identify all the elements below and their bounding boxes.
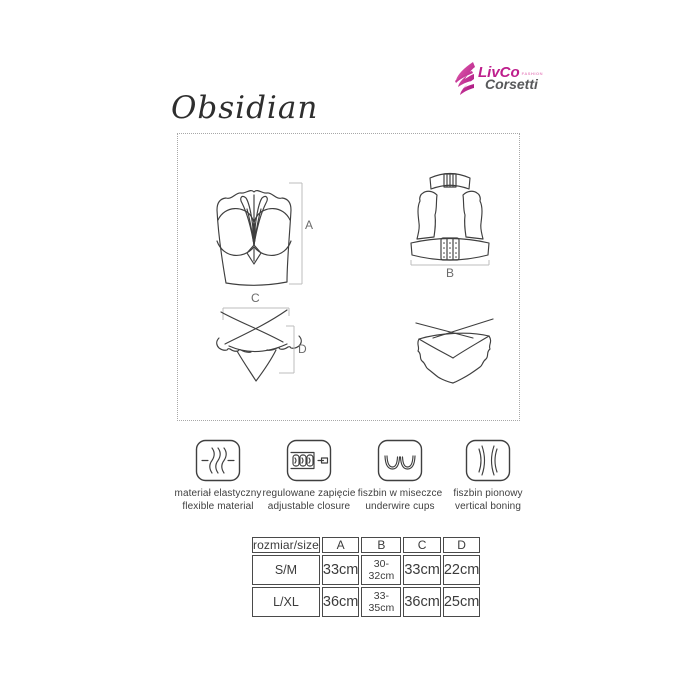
- feature-label-en: adjustable closure: [267, 500, 351, 512]
- top-front-diagram: [201, 165, 316, 290]
- top-back-diagram: [399, 165, 501, 279]
- brand-corsetti: Corsetti: [485, 76, 538, 92]
- measure-c-label: C: [251, 292, 260, 305]
- sm-d: 22cm: [443, 555, 480, 585]
- feature-label-pl: fiszbin pionowy: [453, 488, 523, 499]
- feature-label-en: vertical boning: [455, 500, 521, 512]
- brand-livco: LivCo: [478, 64, 520, 81]
- adjustable-closure-icon: [286, 439, 332, 482]
- lxl-c: 36cm: [403, 587, 440, 617]
- features-row: [0, 439, 700, 529]
- brand-fashion: FASHION: [521, 71, 543, 76]
- header-d: D: [443, 537, 480, 553]
- size-table: [250, 535, 482, 619]
- feature-label-en: flexible material: [182, 500, 254, 512]
- measure-a-label: A: [305, 218, 314, 232]
- flexible-material-icon: [195, 439, 241, 482]
- feature-label-pl: regulowane zapięcie: [262, 488, 356, 499]
- diagram-panel: [177, 133, 520, 421]
- header-rozmiar-size: rozmiar/size: [253, 538, 319, 552]
- lxl-b: 33-35cm: [361, 587, 401, 617]
- header-a: A: [322, 537, 359, 553]
- brand-swoosh-icon: [452, 60, 476, 98]
- feature-label-en: underwire cups: [365, 500, 435, 512]
- table-row: [252, 555, 480, 585]
- bottom-front-diagram: [209, 292, 309, 388]
- size-lxl: L/XL: [252, 587, 320, 617]
- measure-d-label: D: [298, 342, 307, 356]
- feature-vertical-boning: [429, 439, 547, 513]
- feature-label-pl: materiał elastyczny: [174, 488, 262, 499]
- lxl-a: 36cm: [322, 587, 359, 617]
- header-b: B: [361, 537, 401, 553]
- sm-a: 33cm: [322, 555, 359, 585]
- brand-logo: [452, 60, 552, 102]
- feature-label-pl: fiszbin w miseczce: [357, 488, 443, 499]
- size-sm: S/M: [252, 555, 320, 585]
- table-row: [252, 587, 480, 617]
- product-title: Obsidian: [171, 90, 319, 126]
- bottom-back-diagram: [404, 307, 504, 387]
- underwire-cups-icon: [377, 439, 423, 482]
- sm-b: 30-32cm: [361, 555, 401, 585]
- size-table-header: [252, 537, 480, 553]
- sm-c: 33cm: [403, 555, 440, 585]
- vertical-boning-icon: [465, 439, 511, 482]
- lxl-d: 25cm: [443, 587, 480, 617]
- measure-b-label: B: [446, 266, 455, 279]
- header-c: C: [403, 537, 440, 553]
